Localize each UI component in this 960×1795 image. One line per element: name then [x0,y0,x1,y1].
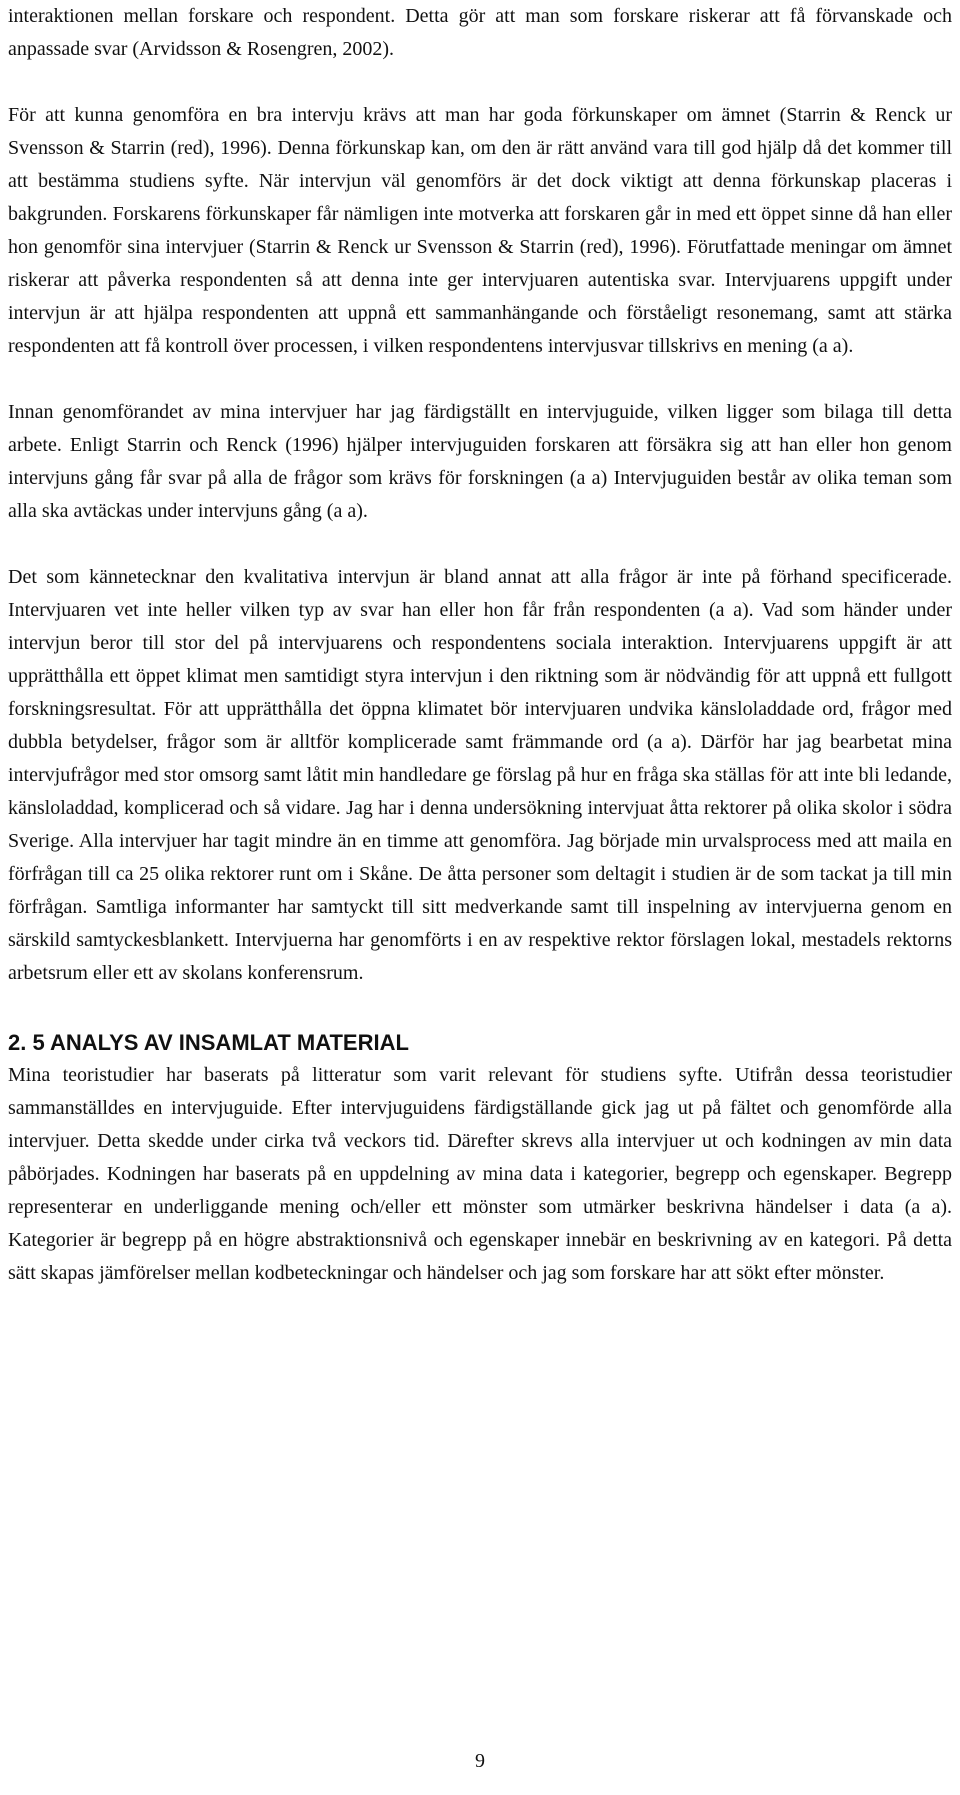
paragraph-forkunskaper: För att kunna genomföra en bra intervju krävs att man har goda förkunskaper om ämnet (Starrin & Renck ur Svensson & Starrin (red), 1996). Denna förkunskap kan, om den är rätt använd vara till god hjälp då det kommer till att bestämma studiens syfte. När intervjun väl genomförs är det dock viktigt att denna förkunskap placeras i bakgrunden. Forskarens förkunskaper får nämligen inte motverka att forskaren går in med ett öppet sinne då han eller hon genomför sina intervjuer (Starrin & Renck ur Svensson & Starrin (red), 1996). Förutfattade meningar om ämnet riskerar att påverka respondenten så att denna inte ger intervjuaren autentiska svar. Intervjuarens uppgift under intervjun är att hjälpa respondenten att uppnå ett sammanhängande och förståeligt resonemang, samt att stärka respondenten att få kontroll över processen, i vilken respondentens intervjusvar tillskrivs en mening (a a). [8,104,952,357]
page-number: 9 [475,1750,485,1772]
paragraph-intro: interaktionen mellan forskare och respondent. Detta gör att man som forskare riskerar att få förvanskade och anpassade svar (Arvidsson & Rosengren, 2002). [8,5,952,60]
paragraph-intervjuguide: Innan genomförandet av mina intervjuer har jag färdigställt en intervjuguide, vilken ligger som bilaga till detta arbete. Enligt Starrin och Renck (1996) hjälper intervjuguiden forskaren att försäkra sig att han eller hon genom intervjuns gång får svar på alla de frågor som krävs för forskningen (a a) Intervjuguiden består av olika teman som alla ska avtäckas under intervjuns gång (a a). [8,401,952,522]
paragraph-analys: Mina teoristudier har baserats på litteratur som varit relevant för studiens syfte. Utifrån dessa teoristudier sammanställdes en intervjuguide. Efter intervjuguidens färdigställande gick jag ut på fältet och genomförde alla intervjuer. Detta skedde under cirka två veckors tid. Därefter skrevs alla intervjuer ut och kodningen av min data påbörjades. Kodningen har baserats på en uppdelning av mina data i kategorier, begrepp och egenskaper. Begrepp representerar en underliggande mening och/eller ett mönster som utmärker beskrivna händelser i data (a a). Kategorier är begrepp på en högre abstraktionsnivå och egenskaper innebär en beskrivning av en kategori. På detta sätt skapas jämförelser mellan kodbeteckningar och händelser och jag som forskare har att sökt efter mönster. [8,1064,952,1284]
paragraph-kvalitativa-intervjun: Det som kännetecknar den kvalitativa intervjun är bland annat att alla frågor är inte på förhand specificerade. Intervjuaren vet inte heller vilken typ av svar han eller hon får från respondenten (a a). Vad som händer under intervjun beror till stor del på intervjuarens och respondentens sociala interaktion. Intervjuarens uppgift är att upprätthålla ett öppet klimat men samtidigt styra intervjun i den riktning som är nödvändig för att uppnå ett fullgott forskningsresultat. För att upprätthålla det öppna klimatet bör intervjuaren undvika känsloladdade ord, frågor med dubbla betydelser, frågor som är alltför komplicerade samt främmande ord (a a). Därför har jag bearbetat mina intervjufrågor med stor omsorg samt låtit min handledare ge förslag på hur en fråga ska ställas för att inte bli ledande, känsloladdad, komplicerad och så vidare. Jag har i denna undersökning intervjuat åtta rektorer på olika skolor i södra Sverige. Alla intervjuer har tagit mindre än en timme att genomföra. Jag började min urvalsprocess med att maila en förfrågan till ca 25 olika rektorer runt om i Skåne. De åtta personer som deltagit i studien är de som tackat ja till min förfrågan. Samtliga informanter har samtyckt till sitt medverkande samt till inspelning av intervjuerna genom en särskild samtyckesblankett. Intervjuerna har genomförts i en av respektive rektor förslagen lokal, mestadels rektorns arbetsrum eller ett av skolans konferensrum. [8,566,952,984]
section-heading: 2. 5 ANALYS AV INSAMLAT MATERIAL [8,1030,409,1055]
